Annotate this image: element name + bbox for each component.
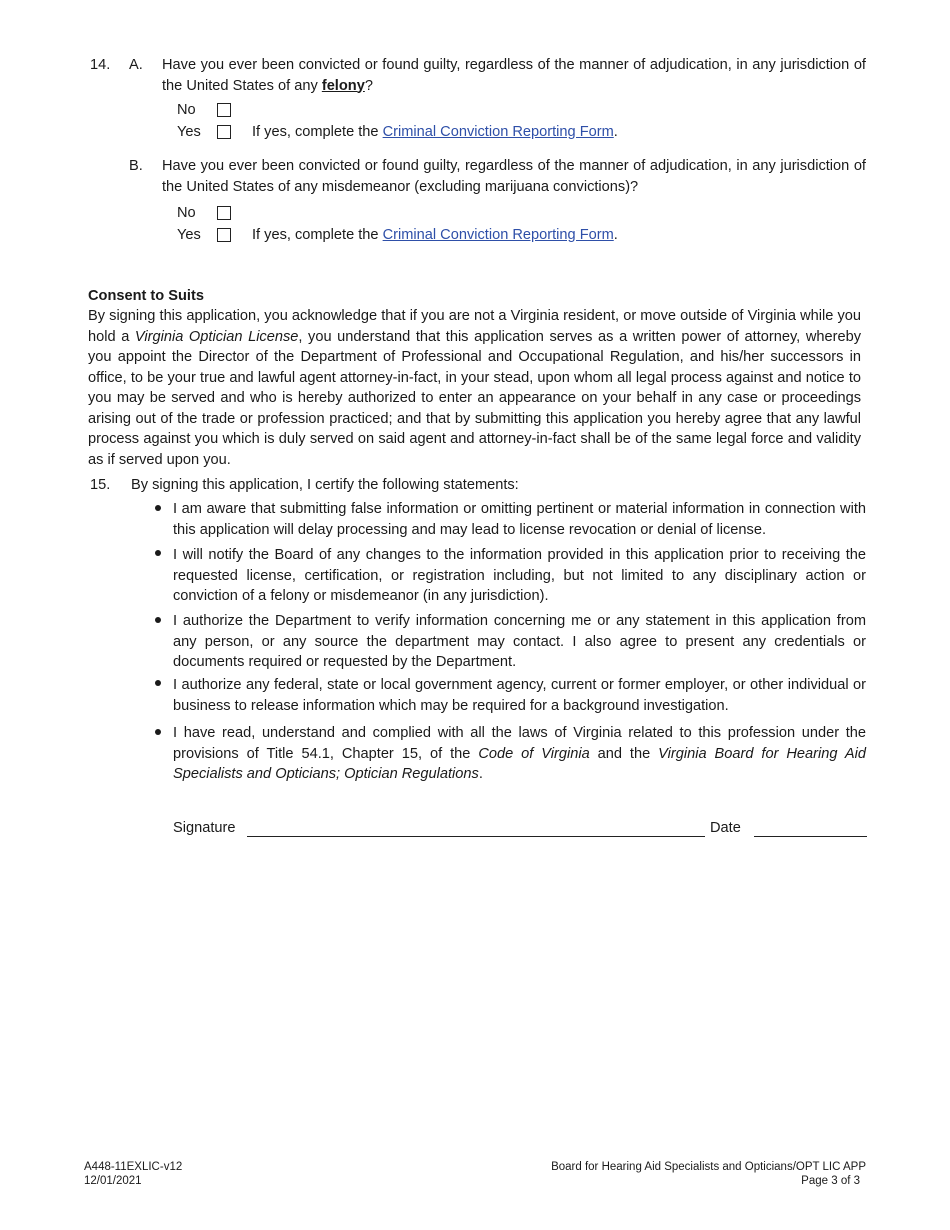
consent-text-2: , you understand that this application serves as a written power of attorney, whereby you appoint the Director of the Department of Professional and Occupational Regulation, and his/her successors in office, to be your true and lawful agent attorney-in-fact, in your stead, upon whom all legal process against and notice to you may be served and who is hereby authorized to enter an appearance on your behalf in any case or proceedings arising out of the trade or profession practiced; and that by submitting this application you hereby agree that any lawful process against you which is duly served on said agent and attorney-in-fact shall be of the same legal force and validity as if served upon you. — [88, 328, 861, 468]
q14a-yes-checkbox[interactable] — [217, 125, 231, 139]
signature-field[interactable] — [247, 836, 705, 837]
bullet-icon — [155, 550, 161, 556]
q15-number: 15. — [90, 477, 111, 493]
q14b-no-label: No — [177, 205, 196, 221]
date-field[interactable] — [754, 836, 867, 837]
q14a-question — [162, 55, 866, 96]
q14a-yes-note — [252, 122, 618, 143]
footer-page-number: Page 3 of 3 — [801, 1175, 860, 1187]
q14b-letter: B. — [129, 158, 143, 174]
q14-number: 14. — [90, 57, 111, 73]
bullet-icon — [155, 680, 161, 686]
b5-text-3: . — [478, 766, 483, 782]
consent-text-1: By signing this application, you acknowledge that if you are not a Virginia resident, or move outside of Virginia while you hold a — [88, 308, 861, 345]
q14b-yes-checkbox[interactable] — [217, 228, 231, 242]
q14a-yes-label: Yes — [177, 124, 201, 140]
q14a-text-before: Have you ever been convicted or found guilty, regardless of the manner of adjudication, in any jurisdiction of the United States of any — [162, 57, 866, 94]
certify-statement-5 — [173, 723, 866, 785]
q14a-text-after: ? — [364, 77, 373, 94]
q14a-no-checkbox[interactable] — [217, 103, 231, 117]
q14a-conviction-form-link[interactable]: Criminal Conviction Reporting Form — [382, 124, 614, 140]
consent-license-name: Virginia Optician License — [134, 328, 299, 345]
footer-date: 12/01/2021 — [84, 1175, 142, 1187]
b5-regulations-name: Virginia Board for Hearing Aid Specialists and Opticians; Optician Regulations — [173, 745, 866, 782]
q14b-yes-note — [252, 225, 618, 246]
consent-paragraph — [88, 306, 861, 470]
q14b-conviction-form-link[interactable]: Criminal Conviction Reporting Form — [382, 227, 614, 243]
certify-statement-4: I authorize any federal, state or local government agency, current or former employer, or other individual or business to release information which may be required for a background investigation. — [173, 677, 866, 714]
q14a-letter: A. — [129, 57, 143, 73]
bullet-icon — [155, 617, 161, 623]
signature-label: Signature — [173, 820, 236, 836]
q15-intro: By signing this application, I certify the following statements: — [131, 477, 519, 493]
q14a-no-label: No — [177, 102, 196, 118]
q14b-note-suffix: . — [613, 227, 618, 243]
b5-text-2: and the — [589, 745, 659, 762]
b5-text-1: I have read, understand and complied with all the laws of Virginia related to this profession under the provisions of Title 54.1, Chapter 15, of the — [173, 725, 866, 762]
bullet-icon — [155, 729, 161, 735]
q14a-felony-emphasis: felony — [321, 77, 365, 94]
footer-form-id: A448-11EXLIC-v12 — [84, 1161, 183, 1173]
q14a-note-prefix: If yes, complete the — [252, 124, 383, 140]
q14a-note-suffix: . — [613, 124, 618, 140]
q14b-no-checkbox[interactable] — [217, 206, 231, 220]
b5-code-name: Code of Virginia — [478, 745, 590, 762]
date-label: Date — [710, 820, 741, 836]
q14b-yes-label: Yes — [177, 227, 201, 243]
q14b-question: Have you ever been convicted or found guilty, regardless of the manner of adjudication, in any jurisdiction of the United States of any misdemeanor (excluding marijuana convictions)? — [162, 158, 866, 195]
consent-heading: Consent to Suits — [88, 288, 204, 304]
footer-board: Board for Hearing Aid Specialists and Opticians/OPT LIC APP — [551, 1161, 866, 1173]
certify-statement-1: I am aware that submitting false information or omitting pertinent or material information in connection with this application will delay processing and may lead to license revocation or denial of license. — [173, 501, 866, 538]
certify-statement-2: I will notify the Board of any changes to the information provided in this application prior to receiving the requested license, certification, or registration including, but not limited to any disciplinary action or conviction of a felony or misdemeanor (in any jurisdiction). — [173, 547, 866, 604]
certify-statement-3: I authorize the Department to verify information concerning me or any statement in this application from any person, or any source the department may contact. I also agree to present any credentials or documents required or requested by the Department. — [173, 613, 866, 670]
bullet-icon — [155, 505, 161, 511]
q14b-note-prefix: If yes, complete the — [252, 227, 383, 243]
